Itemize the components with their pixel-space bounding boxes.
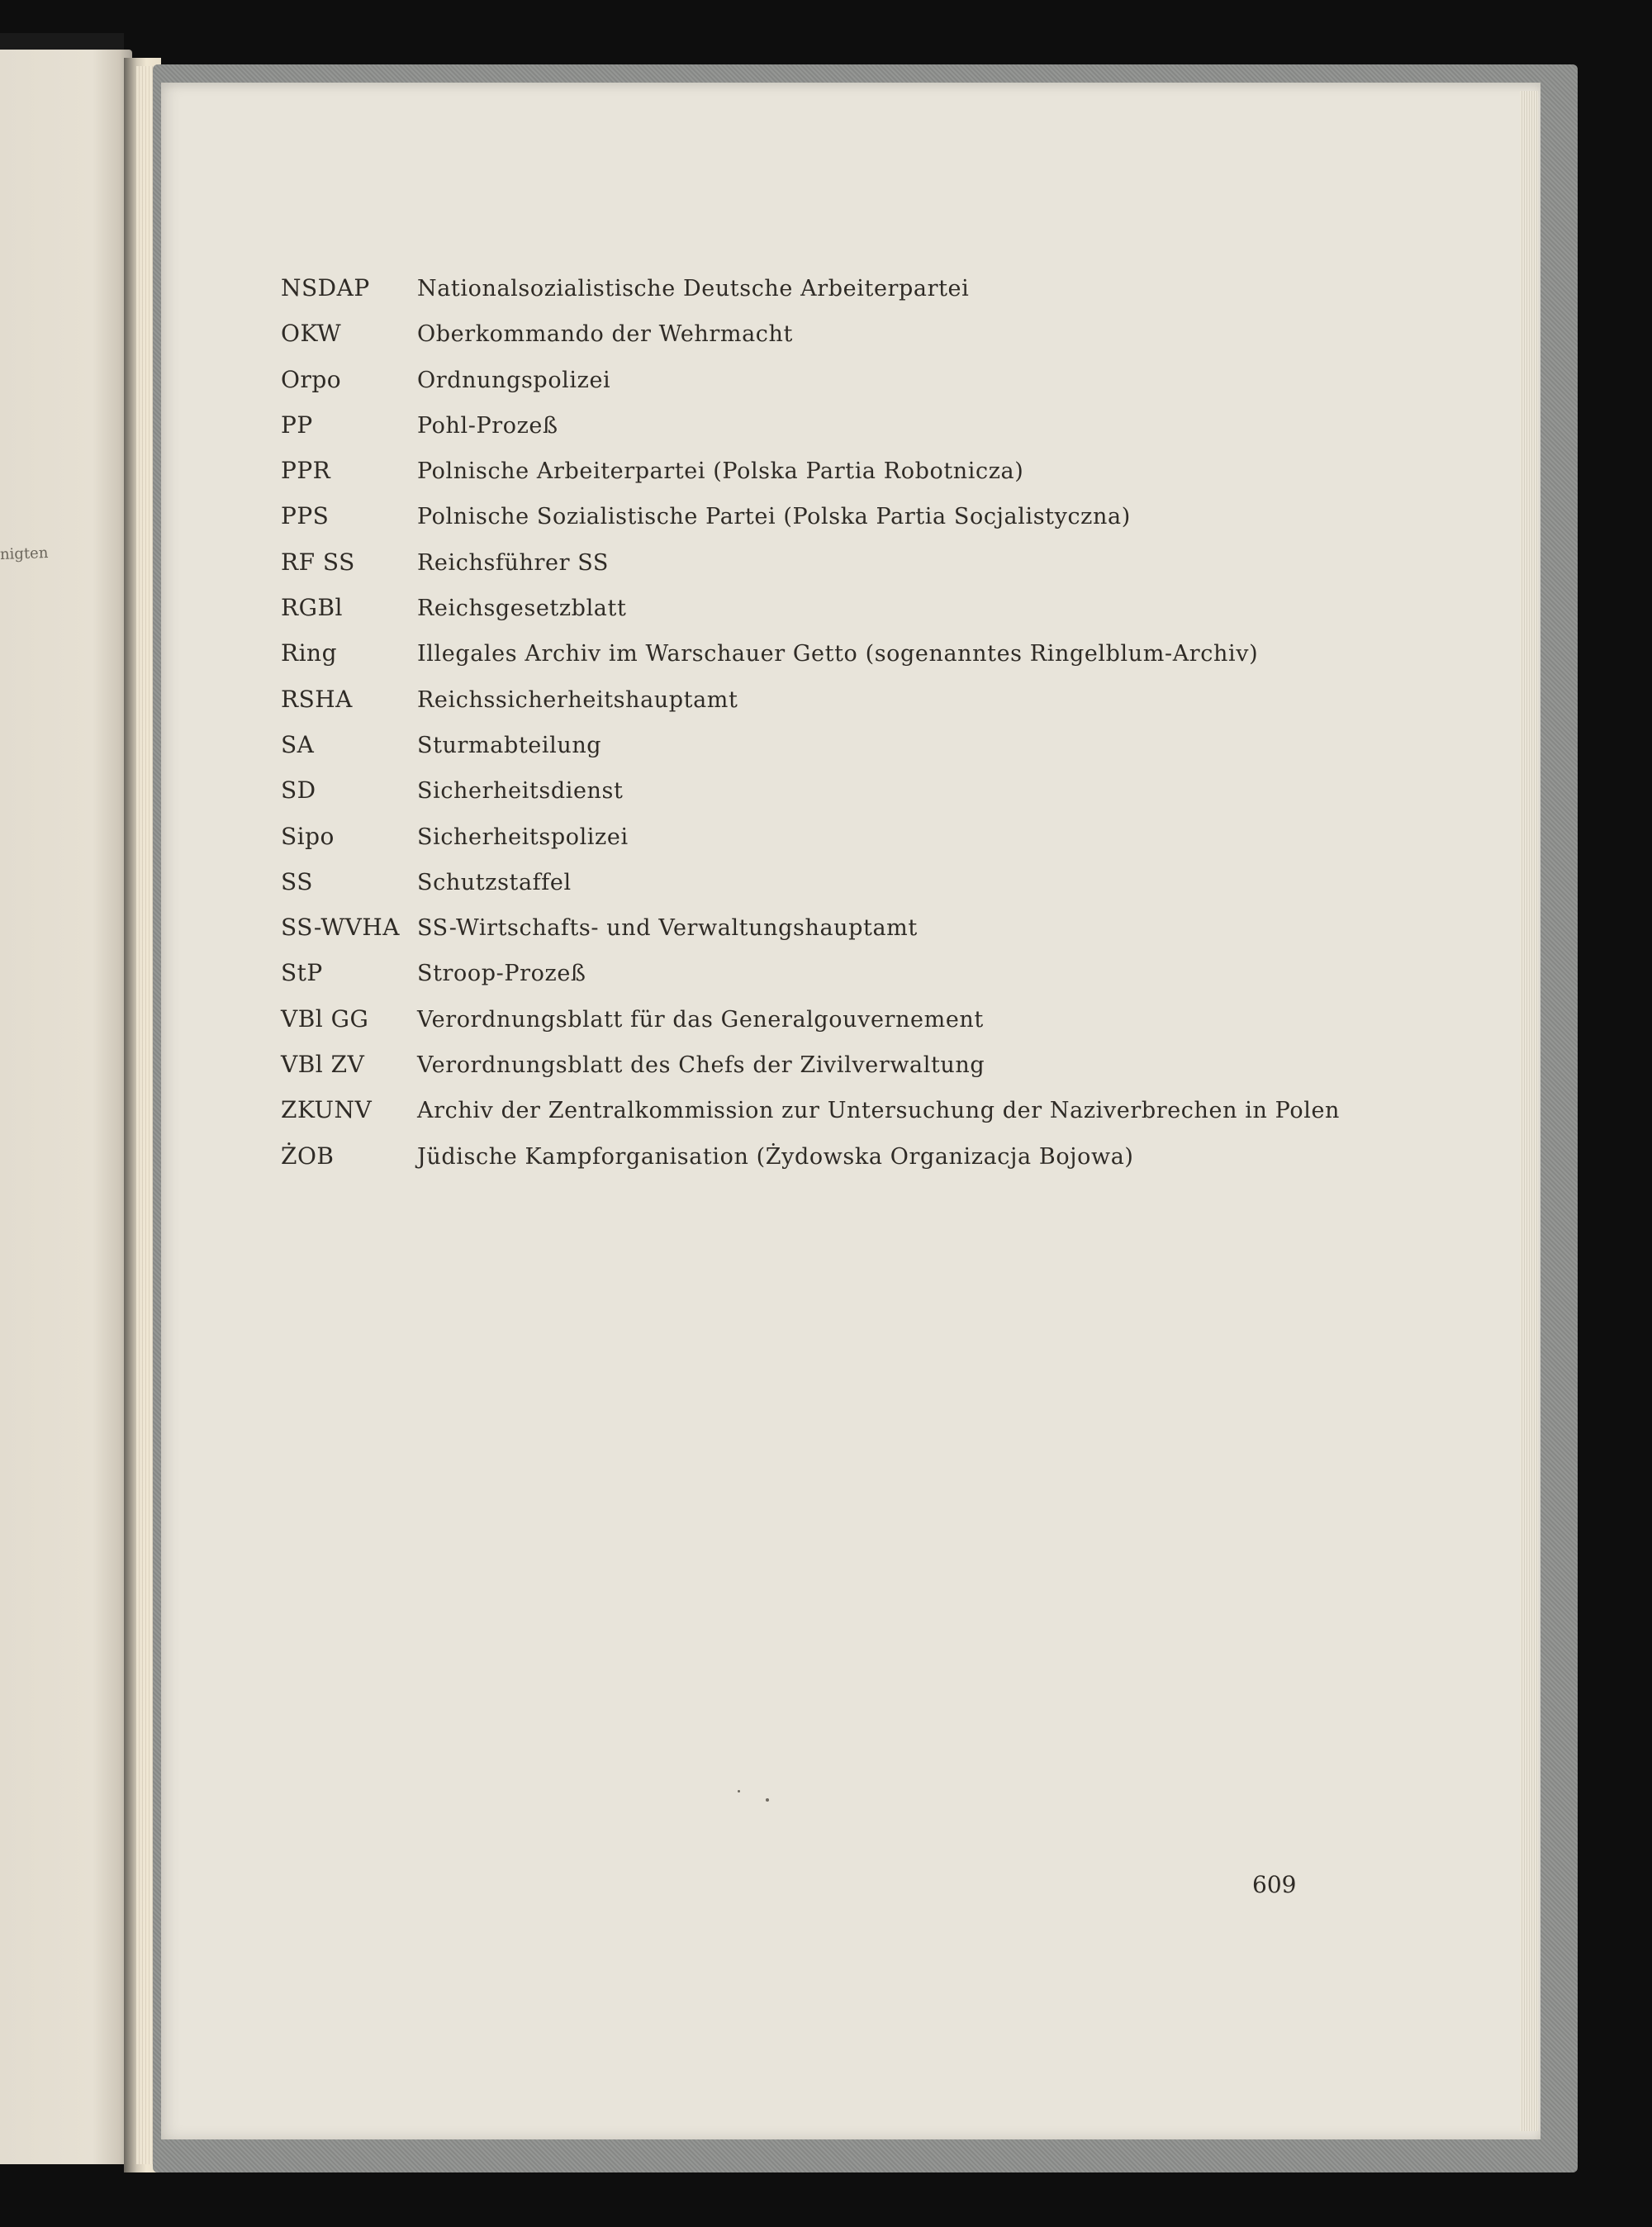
abbreviation: RSHA bbox=[281, 685, 353, 713]
right-page-edge bbox=[1520, 91, 1538, 2131]
abbreviation-expansion: Pohl-Prozeß bbox=[417, 412, 558, 439]
abbreviation-row bbox=[281, 731, 1479, 776]
left-facing-page bbox=[0, 50, 132, 2164]
abbreviation-expansion: Verordnungsblatt für das Generalgouvernement bbox=[417, 1006, 984, 1033]
abbreviation-row bbox=[281, 411, 1479, 457]
abbreviation-expansion: SS-Wirtschafts- und Verwaltungshauptamt bbox=[417, 915, 918, 942]
abbreviation-expansion: Sicherheitsdienst bbox=[417, 778, 624, 805]
abbreviation-expansion: Archiv der Zentralkommission zur Untersuchung der Naziverbrechen in Polen bbox=[417, 1098, 1341, 1124]
abbreviation: OKW bbox=[281, 320, 342, 348]
abbreviation-expansion: Nationalsozialistische Deutsche Arbeiterpartei bbox=[417, 276, 970, 302]
abbreviation-expansion: Verordnungsblatt des Chefs der Zivilverwaltung bbox=[417, 1052, 985, 1079]
abbreviation: PPR bbox=[281, 457, 331, 485]
abbreviation-row bbox=[281, 1096, 1479, 1142]
abbreviation: Sipo bbox=[281, 822, 335, 850]
abbreviation-row bbox=[281, 1005, 1479, 1051]
abbreviation-expansion: Reichsgesetzblatt bbox=[417, 596, 627, 622]
abbreviation-row bbox=[281, 548, 1479, 594]
abbreviation-row bbox=[281, 457, 1479, 502]
page-number: 609 bbox=[1252, 1871, 1297, 1898]
abbreviation: SS bbox=[281, 867, 313, 895]
paper-speck bbox=[766, 1798, 769, 1802]
abbreviation-expansion: Reichssicherheitshauptamt bbox=[417, 686, 738, 713]
abbreviation-row bbox=[281, 502, 1479, 548]
abbreviation-row bbox=[281, 320, 1479, 365]
abbreviation: Orpo bbox=[281, 365, 342, 393]
abbreviation: RF SS bbox=[281, 548, 355, 576]
abbreviation: PPS bbox=[281, 502, 330, 530]
abbreviation-expansion: Sturmabteilung bbox=[417, 732, 602, 758]
abbreviation-expansion: Polnische Sozialistische Partei (Polska Partia Socjalistyczna) bbox=[417, 504, 1131, 530]
abbreviation: VBl ZV bbox=[281, 1051, 365, 1079]
left-page-text-fragment: nigten bbox=[0, 544, 49, 564]
abbreviation: RGBl bbox=[281, 594, 343, 622]
abbreviation-row bbox=[281, 639, 1479, 685]
abbreviation-expansion: Reichsführer SS bbox=[417, 549, 609, 576]
abbreviation-expansion: Schutzstaffel bbox=[417, 869, 572, 895]
abbreviation-row bbox=[281, 776, 1479, 822]
abbreviation-row bbox=[281, 1142, 1479, 1188]
abbreviation: Ring bbox=[281, 639, 337, 667]
abbreviation-row bbox=[281, 823, 1479, 868]
abbreviation: SS-WVHA bbox=[281, 914, 400, 942]
abbreviation-row bbox=[281, 274, 1479, 320]
abbreviation-expansion: Ordnungspolizei bbox=[417, 367, 611, 393]
abbreviation-row bbox=[281, 914, 1479, 959]
abbreviation: StP bbox=[281, 959, 323, 987]
abbreviation-expansion: Stroop-Prozeß bbox=[417, 961, 586, 987]
paper-speck bbox=[738, 1790, 740, 1793]
abbreviation-row bbox=[281, 868, 1479, 914]
abbreviation-expansion: Polnische Arbeiterpartei (Polska Partia Robotnicza) bbox=[417, 458, 1024, 485]
abbreviation-row bbox=[281, 594, 1479, 639]
abbreviation-row bbox=[281, 1051, 1479, 1096]
abbreviation-row bbox=[281, 686, 1479, 731]
abbreviation-expansion: Sicherheitspolizei bbox=[417, 824, 629, 850]
abbreviation: NSDAP bbox=[281, 274, 370, 302]
abbreviation: SA bbox=[281, 730, 315, 758]
abbreviation-expansion: Oberkommando der Wehrmacht bbox=[417, 321, 793, 348]
abbreviation: ZKUNV bbox=[281, 1096, 373, 1124]
abbreviation: SD bbox=[281, 776, 316, 805]
abbreviation: VBl GG bbox=[281, 1004, 369, 1033]
abbreviation-expansion: Illegales Archiv im Warschauer Getto (sogenanntes Ringelblum-Archiv) bbox=[417, 641, 1259, 667]
abbreviation: ŻOB bbox=[281, 1142, 335, 1170]
abbreviation-expansion: Jüdische Kampforganisation (Żydowska Organizacja Bojowa) bbox=[417, 1143, 1134, 1170]
abbreviation-row bbox=[281, 959, 1479, 1004]
abbreviation-row bbox=[281, 366, 1479, 411]
abbreviation: PP bbox=[281, 411, 313, 439]
abbreviation-list bbox=[281, 274, 1479, 1188]
